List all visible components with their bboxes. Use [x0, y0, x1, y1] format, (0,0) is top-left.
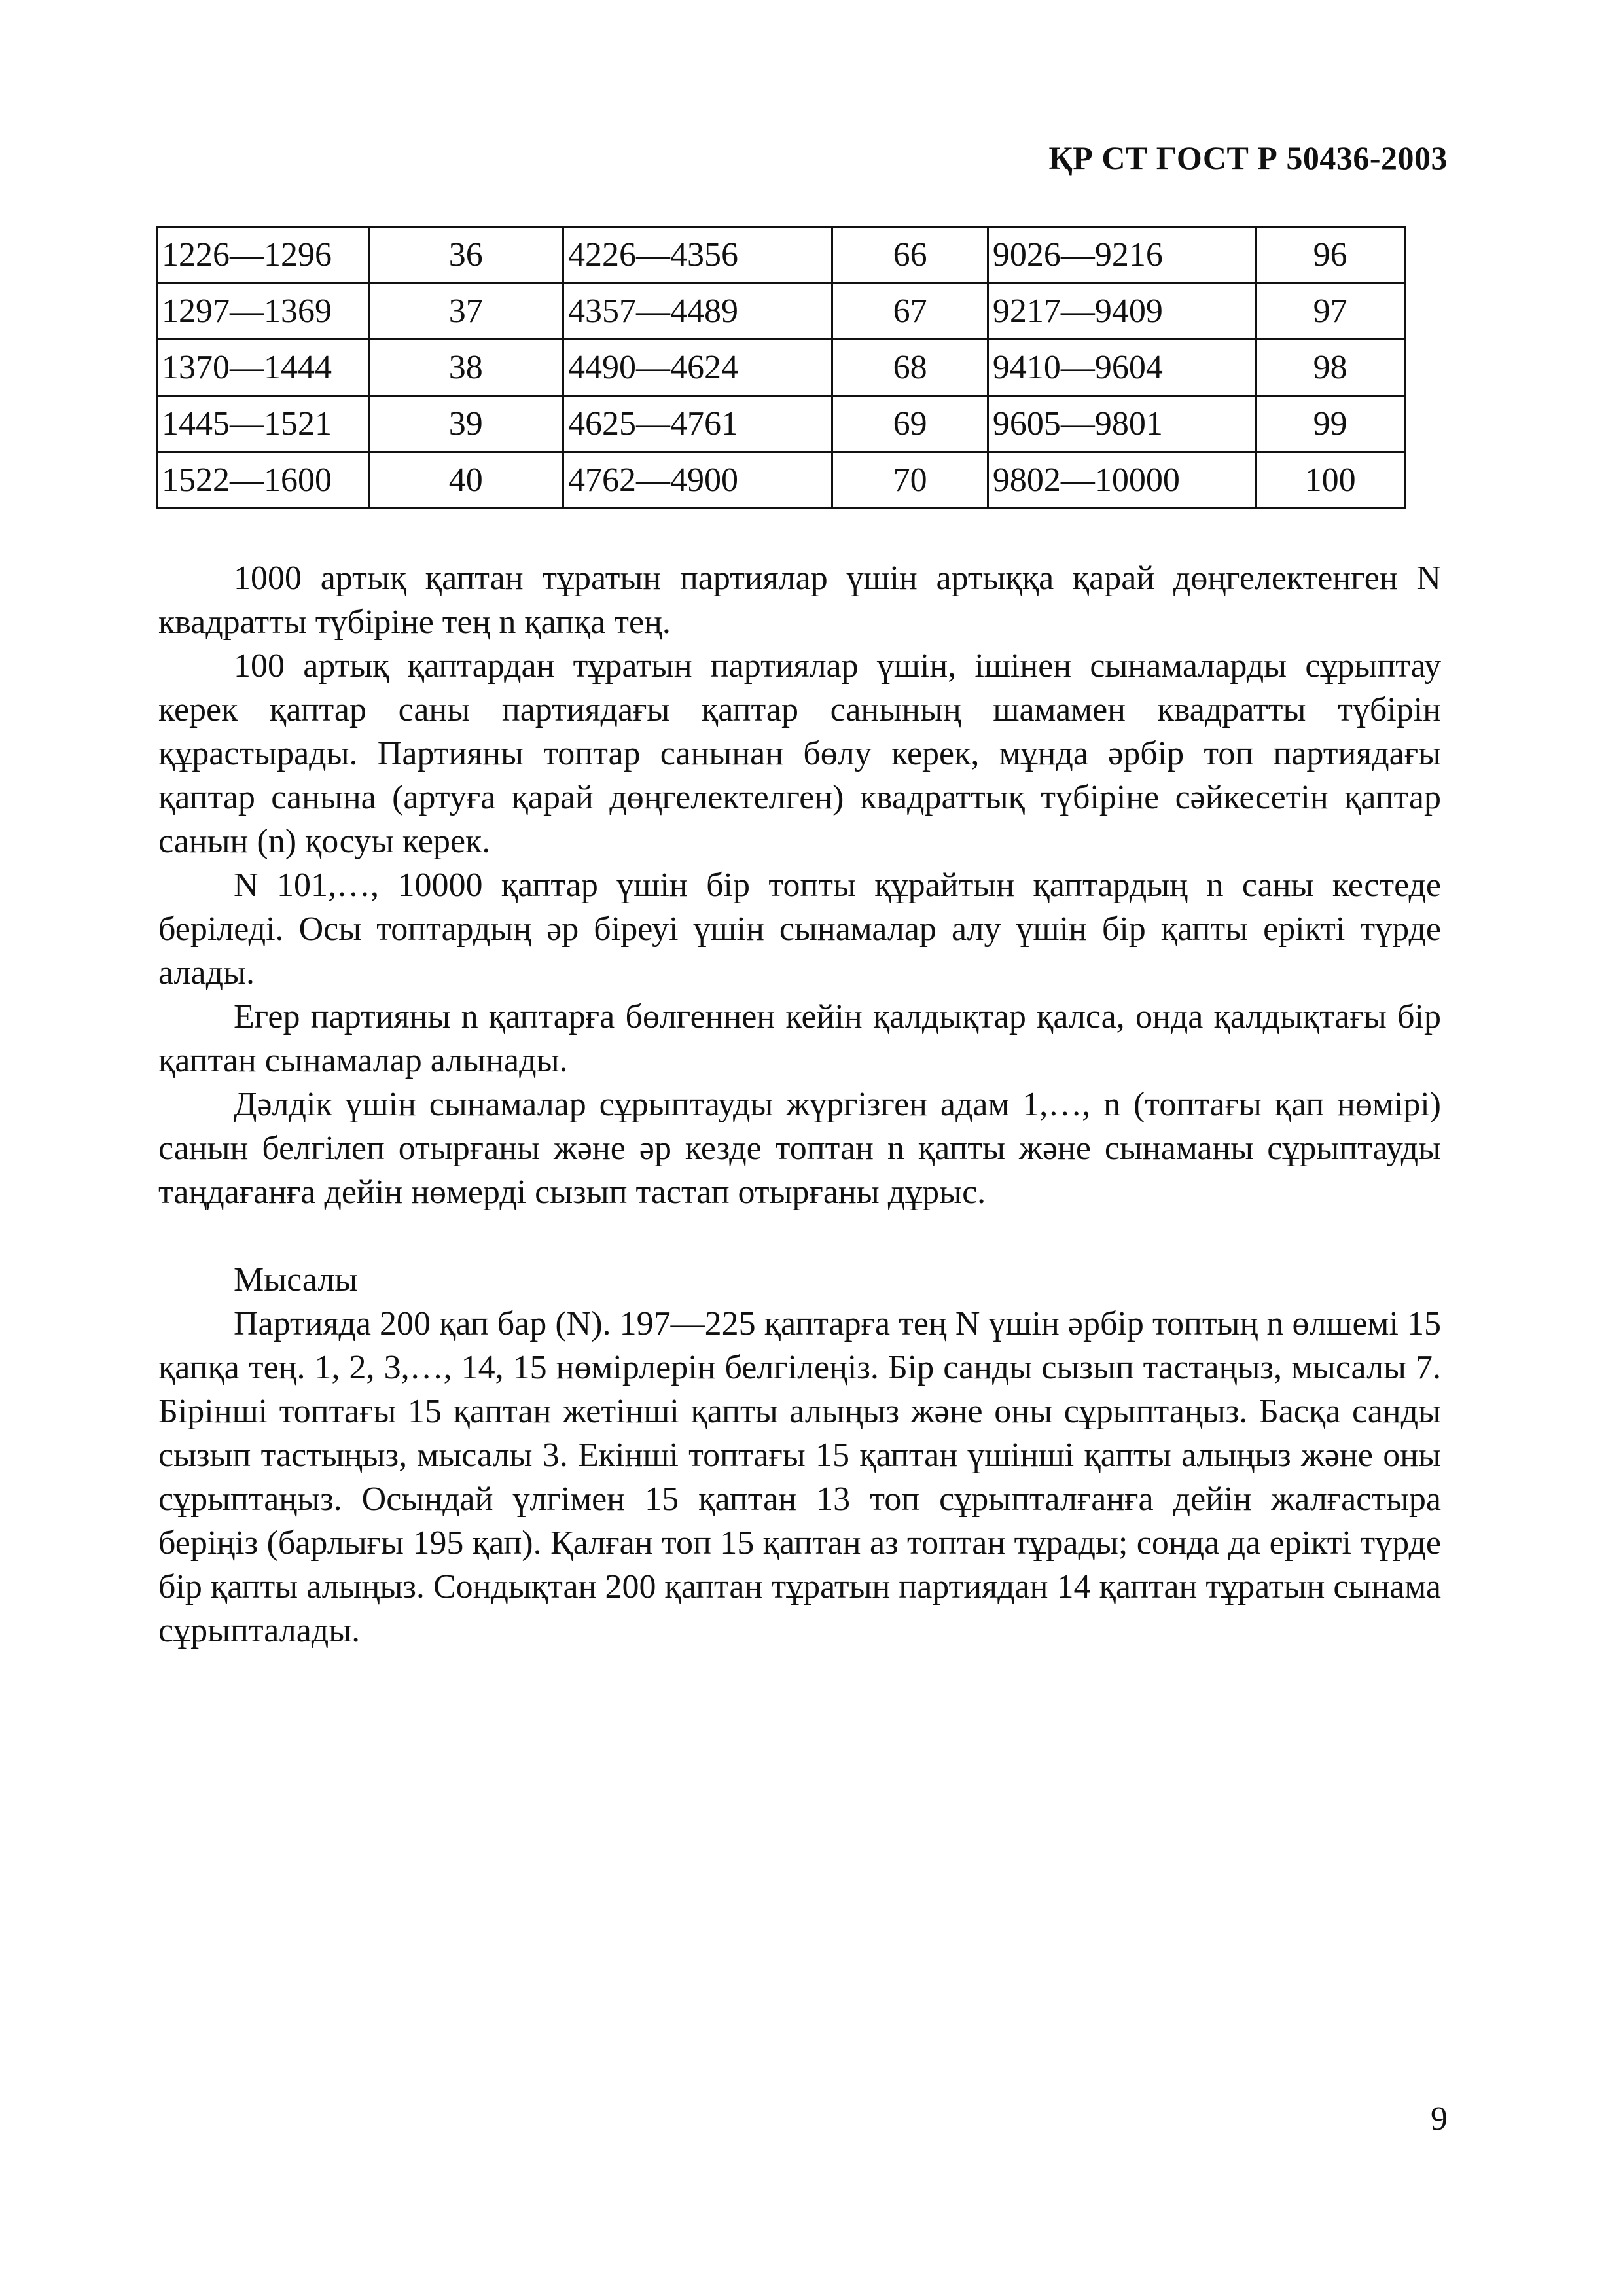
- table-cell: 9026—9216: [988, 227, 1255, 283]
- table-cell: 98: [1256, 340, 1405, 396]
- table-cell: 66: [832, 227, 988, 283]
- table-row: [157, 340, 1405, 396]
- body-text: [158, 556, 1441, 1653]
- table-cell: 67: [832, 283, 988, 340]
- example-heading: Мысалы: [234, 1261, 358, 1299]
- table-cell: 99: [1256, 396, 1405, 452]
- table-cell: 1370—1444: [157, 340, 369, 396]
- table-cell: 69: [832, 396, 988, 452]
- table-cell: 1445—1521: [157, 396, 369, 452]
- table-cell: 4226—4356: [563, 227, 832, 283]
- table-cell: 1226—1296: [157, 227, 369, 283]
- table-cell: 96: [1256, 227, 1405, 283]
- table-cell: 37: [368, 283, 563, 340]
- document-code: ҚР СТ ГОСТ Р 50436-2003: [1048, 139, 1448, 176]
- table-cell: 4357—4489: [563, 283, 832, 340]
- table-cell: 9217—9409: [988, 283, 1255, 340]
- table-cell: 40: [368, 452, 563, 509]
- paragraph: Егер партияны n қаптарға бөлгеннен кейін қалдықтар қалса, онда қалдықтағы бір қаптан сынамалар алынады.: [158, 998, 1441, 1079]
- table-row: [157, 396, 1405, 452]
- table-cell: 1297—1369: [157, 283, 369, 340]
- table-cell: 9802—10000: [988, 452, 1255, 509]
- paragraph: 100 артық қаптардан тұратын партиялар үшін, ішінен сынамаларды сұрыптау керек қаптар саны партиядағы қаптар санының шамамен квадратты түбірін құрастырады. Партияны топтар санынан бөлу керек, мұнда әрбір топ партиядағы қаптар санына (артуға қарай дөңгелектелген) квадраттық түбіріне сәйкесетін қаптар санын (n) қосуы керек.: [158, 647, 1441, 860]
- paragraph: 1000 артық қаптан тұратын партиялар үшін артыққа қарай дөңгелектенген N квадратты түбіріне тең n қапқа тең.: [158, 560, 1441, 641]
- table-cell: 9605—9801: [988, 396, 1255, 452]
- paragraph: N 101,…, 10000 қаптар үшін бір топты құрайтын қаптардың n саны кестеде беріледі. Осы топтардың әр біреуі үшін сынамалар алу үшін бір қапты ерікті түрде алады.: [158, 867, 1441, 992]
- sample-size-table: [156, 226, 1406, 509]
- page-number: 9: [1431, 2100, 1448, 2138]
- table-cell: 9410—9604: [988, 340, 1255, 396]
- paragraph: Дәлдік үшін сынамалар сұрыптауды жүргізген адам 1,…, n (топтағы қап нөмірі) санын белгілеп отырғаны және әр кезде топтан n қапты және сынаманы сұрыптауды таңдағанға дейін нөмерді сызып тастап отырғаны дұрыс.: [158, 1086, 1441, 1211]
- paragraph: Партияда 200 қап бар (N). 197—225 қаптарға тең N үшін әрбір топтың n өлшемі 15 қапқа тең. 1, 2, 3,…, 14, 15 нөмірлерін белгілеңіз. Бір санды сызып тастаңыз, мысалы 7. Бірінші топтағы 15 қаптан жетінші қапты алыңыз және оны сұрыптаңыз. Басқа санды сызып тастыңыз, мысалы 3. Екінші топтағы 15 қаптан үшінші қапты алыңыз және оны сұрыптаңыз. Осындай үлгімен 15 қаптан 13 топ сұрыпталғанға дейін жалғастыра беріңіз (барлығы 195 қап). Қалған топ 15 қаптан аз топтан тұрады; сонда да ерікті түрде бір қапты алыңыз. Сондықтан 200 қаптан тұратын партиядан 14 қаптан тұратын сынама сұрыпталады.: [158, 1305, 1441, 1649]
- table-cell: 4490—4624: [563, 340, 832, 396]
- table-row: [157, 283, 1405, 340]
- table-row: [157, 227, 1405, 283]
- table-cell: 100: [1256, 452, 1405, 509]
- table-cell: 70: [832, 452, 988, 509]
- table-cell: 38: [368, 340, 563, 396]
- table-cell: 4762—4900: [563, 452, 832, 509]
- table-cell: 1522—1600: [157, 452, 369, 509]
- table-cell: 4625—4761: [563, 396, 832, 452]
- table-cell: 97: [1256, 283, 1405, 340]
- table-cell: 68: [832, 340, 988, 396]
- table-cell: 36: [368, 227, 563, 283]
- table-cell: 39: [368, 396, 563, 452]
- table-row: [157, 452, 1405, 509]
